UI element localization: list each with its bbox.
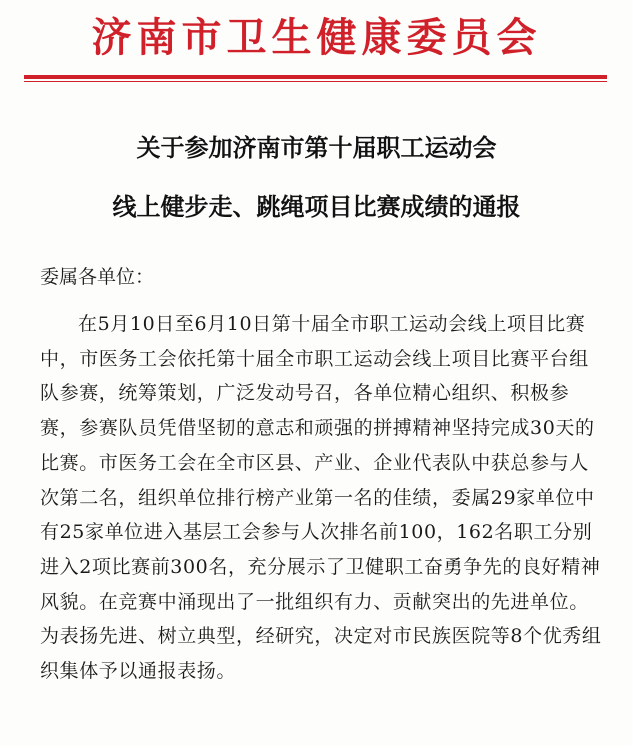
letterhead-rule-thin (24, 81, 607, 82)
document-title-line2: 线上健步走、跳绳项目比赛成绩的通报 (112, 192, 521, 221)
document-title-line1: 关于参加济南市第十届职工运动会 (136, 133, 497, 162)
letterhead-org-name: 济南市卫生健康委员会 (91, 14, 542, 61)
letterhead-rule-thick (24, 75, 607, 79)
salutation: 委属各单位： (40, 266, 155, 288)
body-paragraph: 在5月10日至6月10日第十届全市职工运动会线上项目比赛中，市医务工会依托第十届全市职工运动会线上项目比赛平台组队参赛，统筹策划，广泛发动号召，各单位精心组织、积极参赛，参赛队员凭借坚韧的意志和顽强的拼搏精神坚持完成30天的比赛。市医务工会在全市区县、产业、企业代表队中获总参与人次第二名，组织单位排行榜产业第一名的佳绩，委属29家单位中有25家单位进入基层工会参与人次排名前100，162名职工分别进入2项比赛前300名，充分展示了卫健职工奋勇争先的良好精神风貌。在竞赛中涌现出了一批组织有力、贡献突出的先进单位。为表扬先进、树立典型，经研究，决定对市民族医院等8个优秀组织集体予以通报表扬。 (40, 313, 602, 683)
